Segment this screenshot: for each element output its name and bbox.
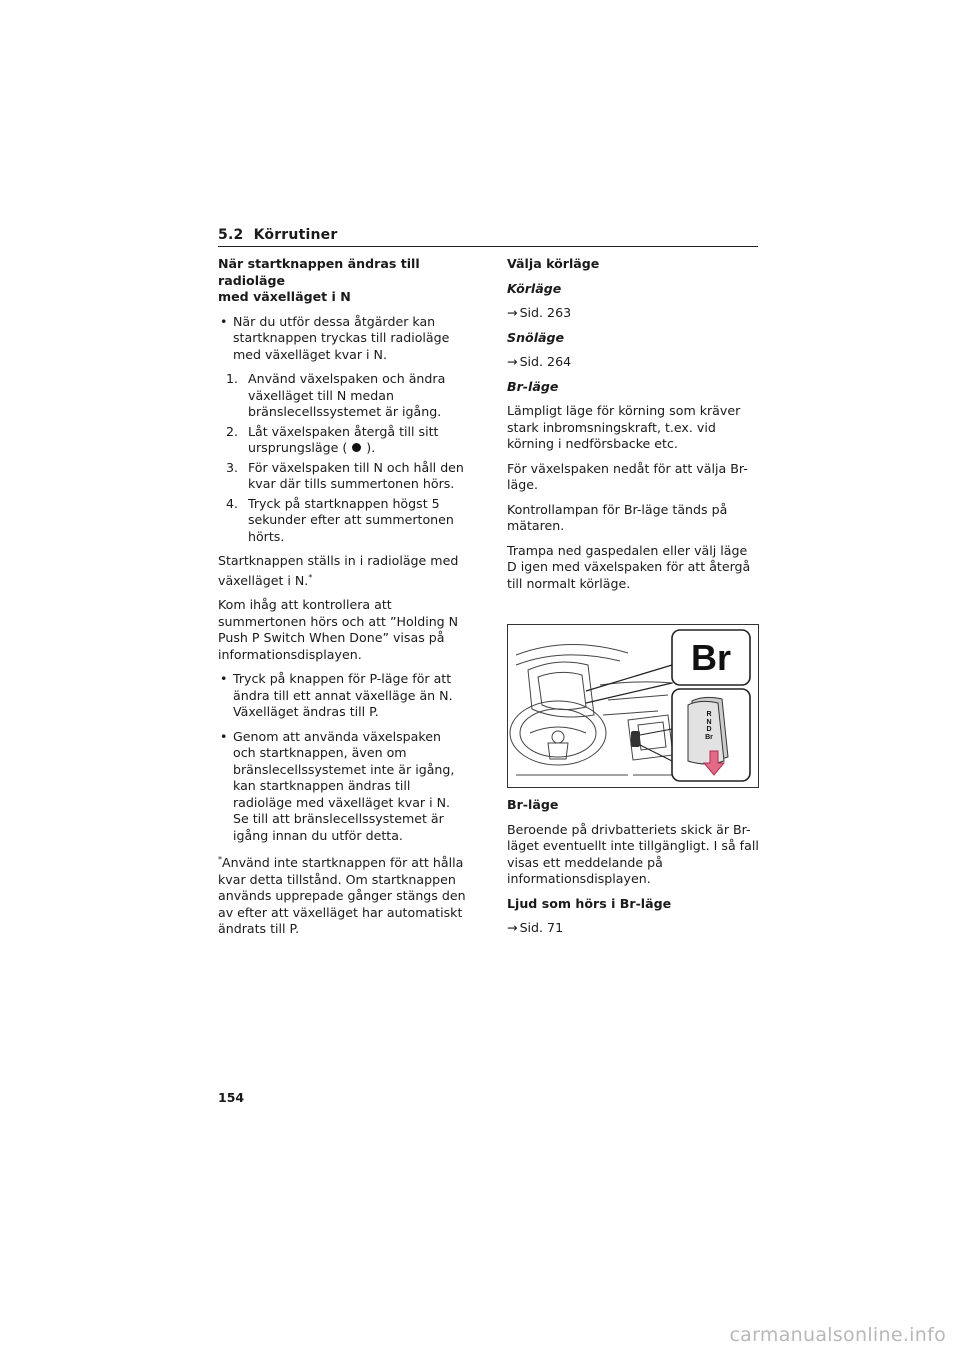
watermark: carmanualsonline.info — [729, 1324, 946, 1346]
gear-label-br: Br — [705, 733, 713, 741]
subheading: Br-läge — [507, 797, 559, 812]
paragraph: För växelspaken nedåt för att välja Br-läge. — [507, 460, 748, 492]
position-dot-icon — [352, 443, 361, 452]
arrow-right-icon: → — [507, 920, 518, 935]
paragraph: Beroende på drivbatteriets skick är Br-läget eventuellt inte tillgängligt. I så fall visas ett meddelande på informationsdisplayen. — [507, 821, 759, 886]
paragraph: Startknappen ställs in i radioläge med växelläget i N.* — [218, 553, 459, 588]
page-number: 154 — [218, 1090, 245, 1105]
br-indicator-label: Br — [690, 637, 731, 678]
bullet-item: • När du utför dessa åtgärder kan startknappen tryckas till radioläge med växelläget kvar i N. — [218, 314, 466, 364]
page-reference: → Sid. 264 — [507, 354, 572, 369]
section-title: Körrutiner — [253, 227, 338, 243]
arrow-right-icon: → — [507, 305, 518, 320]
subheading: Br-läge — [507, 378, 559, 394]
paragraph: Lämpligt läge för körning som kräver stark inbromsningskraft, t.ex. vid körning i nedförsbacke etc. — [507, 403, 741, 451]
paragraph: Trampa ned gaspedalen eller välj läge D igen med växelspaken för att återgå till normalt körläge. — [507, 542, 751, 591]
page-reference: → Sid. 71 — [507, 920, 564, 935]
footnote-mark: * — [308, 572, 313, 582]
paragraph: Kontrollampan för Br-läge tänds på mätaren. — [507, 501, 728, 533]
right-heading: Välja körläge — [507, 256, 600, 271]
gear-label-n: N — [706, 718, 712, 726]
gear-label-r: R — [706, 711, 712, 718]
bullet-item: • Tryck på knappen för P-läge för att ändra till ett annat växelläge än N. Växelläget ändras till P. — [218, 671, 466, 721]
subheading: Snöläge — [507, 329, 565, 345]
left-heading: När startknappen ändras till radioläge med växelläget i N — [218, 256, 420, 304]
paragraph: Kom ihåg att kontrollera att summertonen hörs och att ”Holding N Push P Switch When Done” visas på informationsdisplayen. — [218, 597, 459, 662]
right-column — [507, 256, 759, 600]
step-item: 2. Låt växelspaken återgå till sitt ursprungsläge ( ). — [226, 423, 439, 455]
step-item: 4. Tryck på startknappen högst 5 sekunder efter att summertonen hörts. — [226, 495, 454, 544]
gear-label-d: D — [706, 726, 712, 733]
gear-lever-labels — [701, 711, 717, 741]
bullet-item: • Genom att använda växelspaken och startknappen, även om bränslecellssystemet inte är igång, kan startknappen ändras till radioläge med växelläget kvar i N. Se till att bränslecellssystemet är igång innan du utför detta. — [218, 729, 466, 845]
section-number: 5.2 — [218, 227, 244, 243]
subheading: Körläge — [507, 280, 562, 296]
step-item: 1. Använd växelspaken och ändra växelläget till N medan bränslecellssystemet är igång. — [226, 371, 446, 419]
arrow-right-icon: → — [507, 354, 518, 369]
page-reference: → Sid. 263 — [507, 305, 572, 320]
footnote: *Använd inte startknappen för att hålla kvar detta tillstånd. Om startknappen används upprepade gånger stängs den av efter att växelläget har automatiskt ändrats till P. — [218, 855, 466, 937]
left-column — [218, 256, 466, 938]
br-mode-illustration — [507, 624, 759, 788]
step-item: 3. För växelspaken till N och håll den kvar där tills summertonen hörs. — [226, 459, 464, 491]
right-column-lower — [507, 797, 759, 945]
section-header — [218, 224, 758, 247]
subheading: Ljud som hörs i Br-läge — [507, 895, 672, 911]
